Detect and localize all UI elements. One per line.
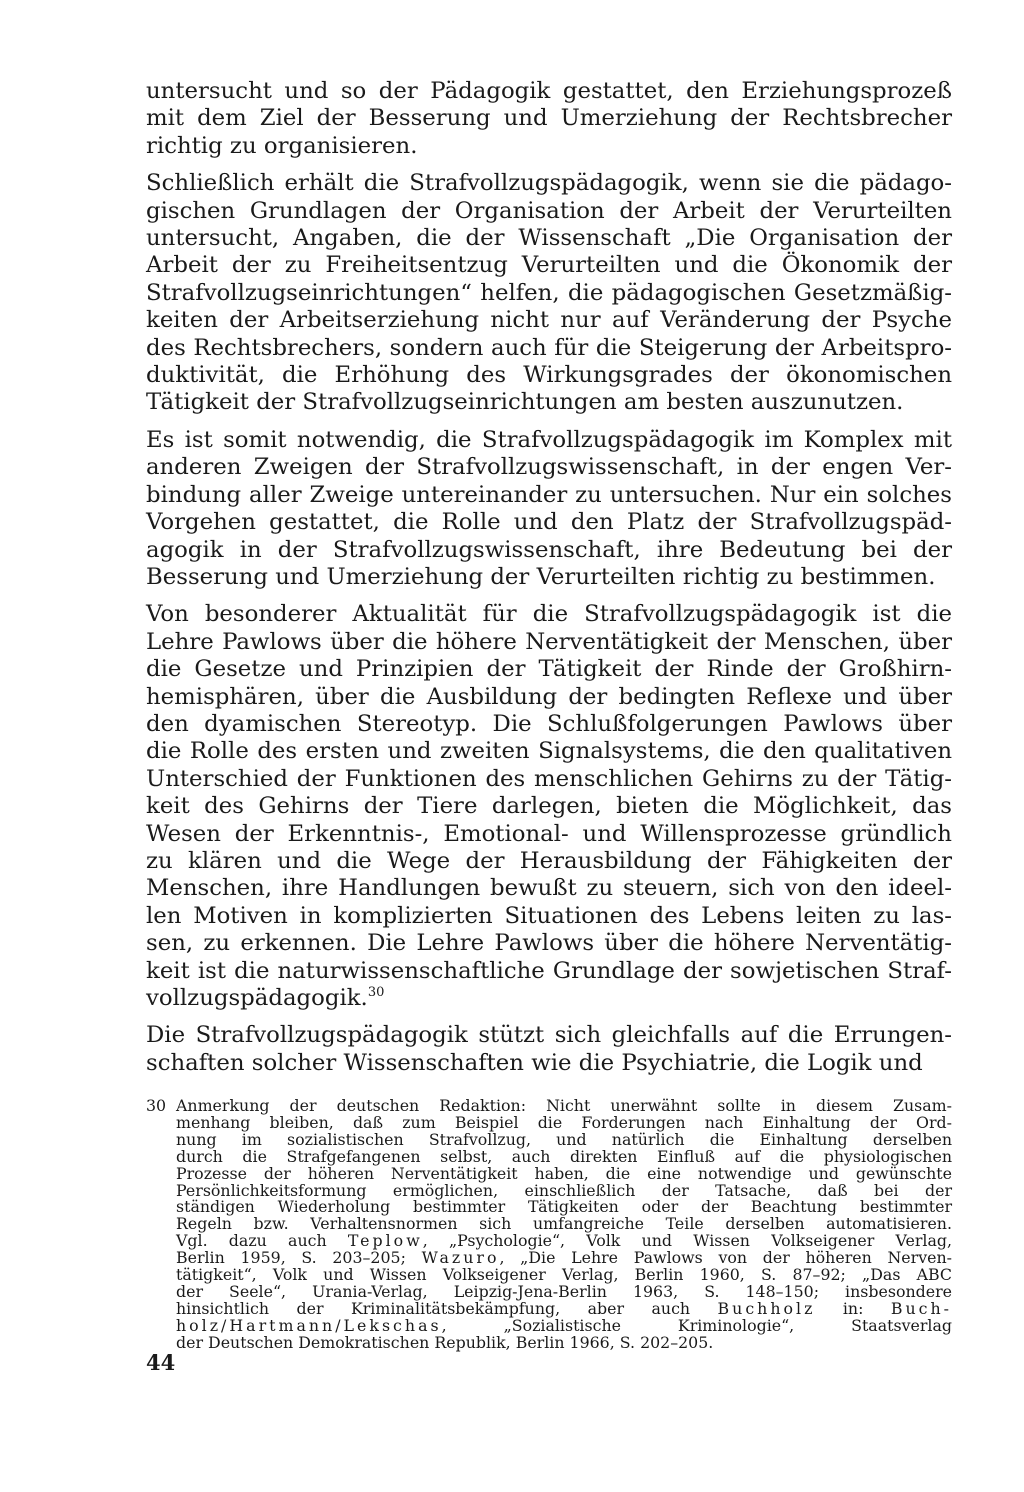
text-line: untersucht, Angaben, die der Wissenschaft „Die Organisation der bbox=[146, 225, 952, 252]
footnote-line: Anmerkung der deutschen Redaktion: Nicht unerwähnt sollte in diesem Zusam- bbox=[176, 1096, 952, 1115]
citation-author: Teplow bbox=[347, 1231, 423, 1251]
text-line: vollzugspädagogik.$^{30}$ bbox=[146, 985, 385, 1011]
text-line: Schließlich erhält die Strafvollzugspädagogik, wenn sie die pädago- bbox=[146, 170, 952, 197]
text-line: Tätigkeit der Strafvollzugseinrichtungen am besten auszunutzen. bbox=[146, 389, 904, 416]
text-line: Menschen, ihre Handlungen bewußt zu steuern, sich von den ideel- bbox=[146, 875, 952, 902]
footnote-line: menhang bleiben, daß zum Beispiel die Forderungen nach Einhaltung der Ord- bbox=[176, 1112, 952, 1132]
text-line: den dyamischen Stereotyp. Die Schlußfolgerungen Pawlows über bbox=[146, 710, 952, 737]
citation-author: holz/Hartmann/Lekschas bbox=[176, 1315, 442, 1335]
citation-text: , „Sozialistische Kriminologie“, Staatsverlag bbox=[441, 1315, 952, 1335]
text-line: Die Strafvollzugspädagogik stützt sich gleichfalls auf die Errungen- bbox=[146, 1022, 952, 1049]
text-line: Besserung und Umerziehung der Verurteilten richtig zu bestimmen. bbox=[146, 563, 936, 590]
footnote-citation-line: tätigkeit“, Volk und Wissen Volkseigener Verlag, Berlin 1960, S. 87–92; „Das ABC bbox=[176, 1265, 952, 1285]
text-line: keiten der Arbeitserziehung nicht nur auf Veränderung der Psyche bbox=[146, 307, 952, 334]
citation-text: Vgl. dazu auch bbox=[176, 1231, 348, 1251]
paragraph bbox=[146, 1022, 952, 1077]
footnote-line: Regeln bzw. Verhaltensnormen sich umfangreiche Teile derselben automatisieren. bbox=[176, 1214, 952, 1234]
text-line: Vorgehen gestattet, die Rolle und den Platz der Strafvollzugspäd- bbox=[146, 509, 952, 536]
text-line: die Gesetze und Prinzipien der Tätigkeit der Rinde der Großhirn- bbox=[146, 656, 952, 683]
footnote bbox=[146, 1098, 952, 1352]
text-line: agogik in der Strafvollzugswissenschaft, ihre Bedeutung bei der bbox=[146, 536, 952, 563]
footnote-line: nung im sozialistischen Strafvollzug, und natürlich die Einhaltung derselben bbox=[176, 1129, 952, 1149]
footnote-citation-line: der Deutschen Demokratischen Republik, Berlin 1966, S. 202–205. bbox=[176, 1332, 714, 1352]
citation-text: , „Die Lehre Pawlows von der höheren Nerven- bbox=[499, 1248, 952, 1268]
text-line: bindung aller Zweige untereinander zu untersuchen. Nur ein solches bbox=[146, 481, 952, 508]
text-line: hemisphären, über die Ausbildung der bedingten Reflexe und über bbox=[146, 683, 952, 710]
footnote-text bbox=[176, 1098, 952, 1352]
text-line: des Rechtsbrechers, sondern auch für die Steigerung der Arbeitspro- bbox=[146, 334, 952, 361]
text-line: Von besonderer Aktualität für die Strafvollzugspädagogik ist die bbox=[146, 601, 952, 628]
footnote-line: ständigen Wiederholung bestimmter Tätigkeiten oder der Beachtung bestimmter bbox=[176, 1197, 952, 1217]
text-line: Arbeit der zu Freiheitsentzug Verurteilten und die Ökonomik der bbox=[146, 252, 952, 279]
paragraph bbox=[146, 427, 952, 591]
text-line: anderen Zweigen der Strafvollzugswissenschaft, in der engen Ver- bbox=[146, 454, 952, 481]
text-line: Unterschied der Funktionen des menschlichen Gehirns zu der Tätig- bbox=[146, 765, 952, 792]
footnote-number: 30 bbox=[146, 1096, 167, 1115]
text-line: untersucht und so der Pädagogik gestattet, den Erziehungsprozeß bbox=[146, 78, 952, 104]
footnote-line: durch die Strafgefangenen selbst, auch direkten Einfluß auf die physiologischen bbox=[176, 1146, 952, 1166]
body-text bbox=[146, 78, 952, 1087]
footnote-line: Persönlichkeitsformung ermöglichen, einschließlich der Tatsache, daß bei der bbox=[176, 1180, 952, 1200]
text-line: sen, zu erkennen. Die Lehre Pawlows über die höhere Nerventätig- bbox=[146, 930, 952, 957]
text-line: zu klären und die Wege der Herausbildung der Fähigkeiten der bbox=[146, 847, 952, 874]
paragraph bbox=[146, 170, 952, 417]
footnote-line: Prozesse der höheren Nerventätigkeit haben, die eine notwendige und gewünschte bbox=[176, 1163, 952, 1183]
citation-author: Buchholz bbox=[717, 1298, 816, 1318]
text-line: Lehre Pawlows über die höhere Nerventätigkeit der Menschen, über bbox=[146, 628, 952, 655]
text-line: richtig zu organisieren. bbox=[146, 132, 418, 159]
footnote-citation-line: der Seele“, Urania-Verlag, Leipzig-Jena-Berlin 1963, S. 148–150; insbesondere bbox=[176, 1281, 952, 1301]
citation-text: hinsichtlich der Kriminalitätsbekämpfung, aber auch bbox=[176, 1298, 718, 1318]
page-number: 44 bbox=[146, 1350, 176, 1375]
text-line: Es ist somit notwendig, die Strafvollzugspädagogik im Komplex mit bbox=[146, 426, 952, 453]
text-line: keit ist die naturwissenschaftliche Grundlage der sowjetischen Straf- bbox=[146, 957, 952, 984]
text-line: len Motiven in komplizierten Situationen des Lebens leiten zu las- bbox=[146, 902, 952, 929]
text-line: mit dem Ziel der Besserung und Umerziehung der Rechtsbrecher bbox=[146, 105, 952, 132]
citation-text: in: bbox=[815, 1298, 891, 1318]
text-line: duktivität, die Erhöhung des Wirkungsgrades der ökonomischen bbox=[146, 362, 952, 389]
text-line: keit des Gehirns der Tiere darlegen, bieten die Möglichkeit, das bbox=[146, 793, 952, 820]
text-line: schaften solcher Wissenschaften wie die Psychiatrie, die Logik und bbox=[146, 1049, 923, 1076]
text-line: Strafvollzugseinrichtungen“ helfen, die pädagogischen Gesetzmäßig- bbox=[146, 279, 952, 306]
text-line: gischen Grundlagen der Organisation der Arbeit der Verurteilten bbox=[146, 197, 952, 224]
citation-text: , „Psychologie“, Volk und Wissen Volkseigener Verlag, bbox=[422, 1231, 952, 1251]
footnote-reference: 30 bbox=[367, 985, 385, 1000]
text-line: die Rolle des ersten und zweiten Signalsystems, die den qualitativen bbox=[146, 738, 952, 765]
citation-text: Berlin 1959, S. 203–205; bbox=[176, 1248, 422, 1268]
citation-author: Buch- bbox=[890, 1298, 952, 1318]
citation-author: Wazuro bbox=[421, 1248, 500, 1268]
paragraph bbox=[146, 601, 952, 1012]
paragraph bbox=[146, 78, 952, 160]
text-line: Wesen der Erkenntnis-, Emotional- und Willensprozesse gründlich bbox=[146, 820, 952, 847]
